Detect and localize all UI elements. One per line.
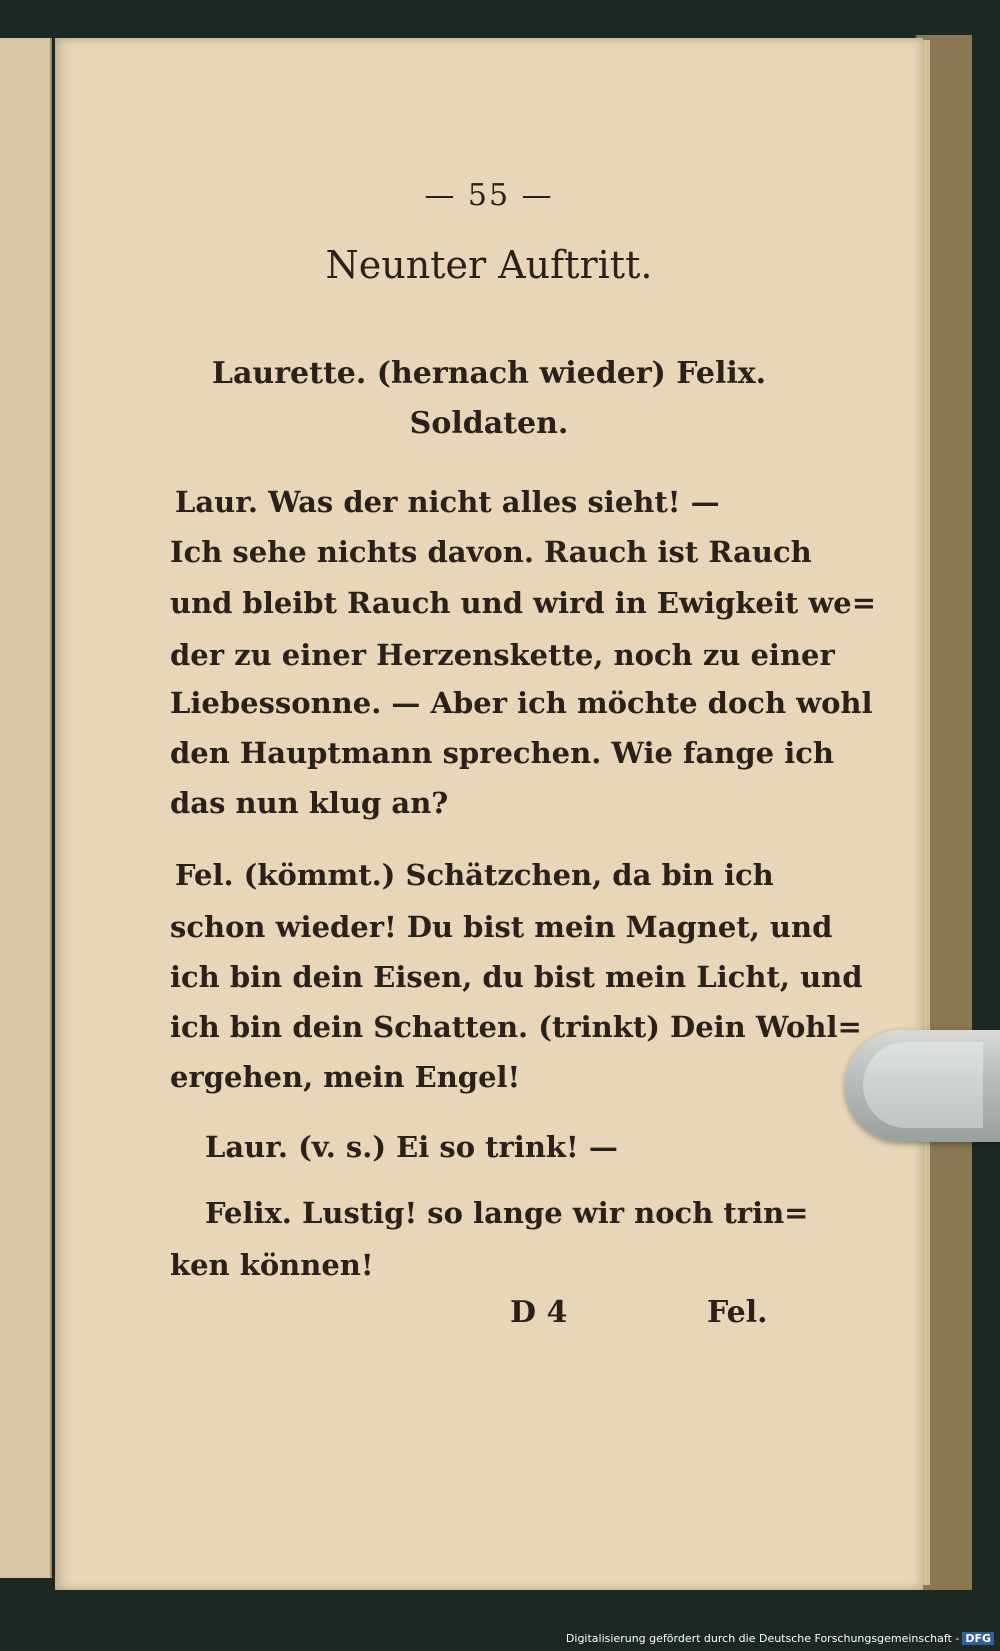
text-line: Laur. Was der nicht alles sieht! — bbox=[175, 485, 720, 519]
digitization-credit bbox=[566, 1632, 994, 1645]
text-line: ken können! bbox=[170, 1248, 374, 1282]
dfg-logo-badge: DFG bbox=[962, 1632, 994, 1645]
cast-list-line-1: Laurette. (hernach wieder) Felix. bbox=[211, 356, 767, 391]
scene-title: Neunter Auftritt. bbox=[325, 243, 653, 287]
page-number: — 55 — bbox=[424, 178, 554, 213]
page-holder-clip bbox=[845, 1030, 1000, 1142]
text-line: schon wieder! Du bist mein Magnet, und bbox=[170, 910, 833, 944]
text-line: Laur. (v. s.) Ei so trink! — bbox=[205, 1130, 618, 1164]
text-line: Fel. (kömmt.) Schätzchen, da bin ich bbox=[175, 858, 774, 892]
text-line: Felix. Lustig! so lange wir noch trin= bbox=[205, 1196, 809, 1230]
text-line: Ich sehe nichts davon. Rauch ist Rauch bbox=[170, 535, 812, 569]
cast-list-line-2: Soldaten. bbox=[409, 406, 569, 441]
catchword: Fel. bbox=[707, 1295, 768, 1330]
facing-page-edge bbox=[0, 38, 52, 1578]
text-line: Liebessonne. — Aber ich möchte doch wohl bbox=[170, 686, 873, 720]
text-line: das nun klug an? bbox=[170, 786, 449, 820]
text-line: den Hauptmann sprechen. Wie fange ich bbox=[170, 736, 834, 770]
book-page bbox=[55, 38, 923, 1590]
text-line: ich bin dein Eisen, du bist mein Licht, und bbox=[170, 960, 863, 994]
text-line: der zu einer Herzenskette, noch zu einer bbox=[170, 638, 835, 672]
signature-mark: D 4 bbox=[510, 1295, 568, 1330]
text-line: und bleibt Rauch und wird in Ewigkeit we= bbox=[170, 586, 877, 620]
credit-text: Digitalisierung gefördert durch die Deutsche Forschungsgemeinschaft - bbox=[565, 1632, 960, 1645]
text-line: ergehen, mein Engel! bbox=[170, 1060, 521, 1094]
text-line: ich bin dein Schatten. (trinkt) Dein Wohl= bbox=[170, 1010, 862, 1044]
